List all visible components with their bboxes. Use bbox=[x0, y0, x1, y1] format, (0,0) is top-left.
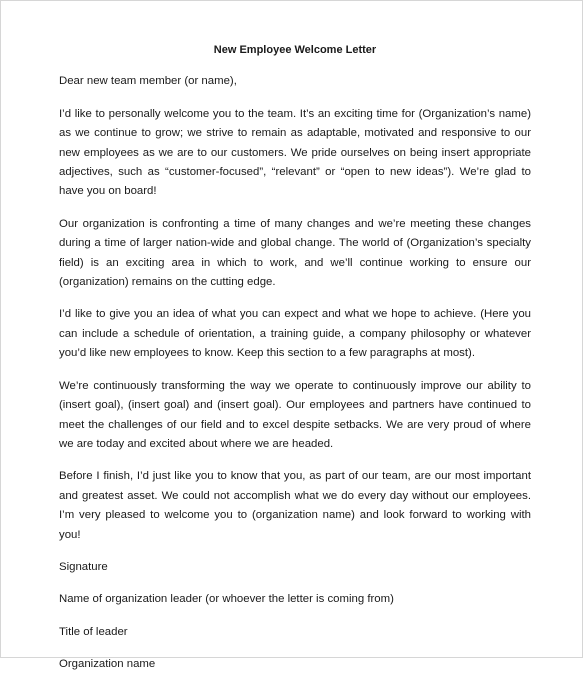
letter-body bbox=[59, 41, 531, 688]
organization-name-line: Organization name bbox=[59, 658, 156, 671]
paragraph-expectations: I’d like to give you an idea of what you can expect and what we hope to achieve. (Here you can include a schedule of orientation, a training guide, a company philosophy or whatever you’d like new employees to know. Keep this section to a few paragraphs at most). bbox=[59, 308, 531, 360]
leader-name-line: Name of organization leader (or whoever the letter is coming from) bbox=[59, 593, 394, 606]
paragraph-transformation: We’re continuously transforming the way we operate to continuously improve our ability to (insert goal), (insert goal) and (insert goal). Our employees and partners have continued to meet the challenges of our field and to excel despite setbacks. We are very proud of where we are today and excited about where we are headed. bbox=[59, 379, 531, 450]
signature-line: Signature bbox=[59, 560, 108, 573]
paragraph-welcome: I’d like to personally welcome you to the team. It’s an exciting time for (Organization’s name) as we continue to grow; we strive to remain as adaptable, motivated and responsive to our new employees as we are to our customers. We pride ourselves on being insert appropriate adjectives, such as “customer-focused”, “relevant” or “open to new ideas”). We’re glad to have you on board! bbox=[59, 107, 531, 198]
paragraph-changes: Our organization is confronting a time of many changes and we’re meeting these changes during a time of larger nation-wide and global change. The world of (Organization’s specialty field) is an exciting area in which to work, and we’ll continue working to ensure our (organization) remains on the cutting edge. bbox=[59, 217, 531, 289]
leader-title-line: Title of leader bbox=[59, 625, 128, 638]
paragraph-closing: Before I finish, I’d just like you to know that you, as part of our team, are our most important and greatest asset. We could not accomplish what we do every day without our employees. I’m very pleased to welcome you to (organization name) and look forward to working with you! bbox=[59, 470, 531, 541]
letter-title: New Employee Welcome Letter bbox=[213, 44, 377, 56]
salutation: Dear new team member (or name), bbox=[59, 75, 237, 88]
